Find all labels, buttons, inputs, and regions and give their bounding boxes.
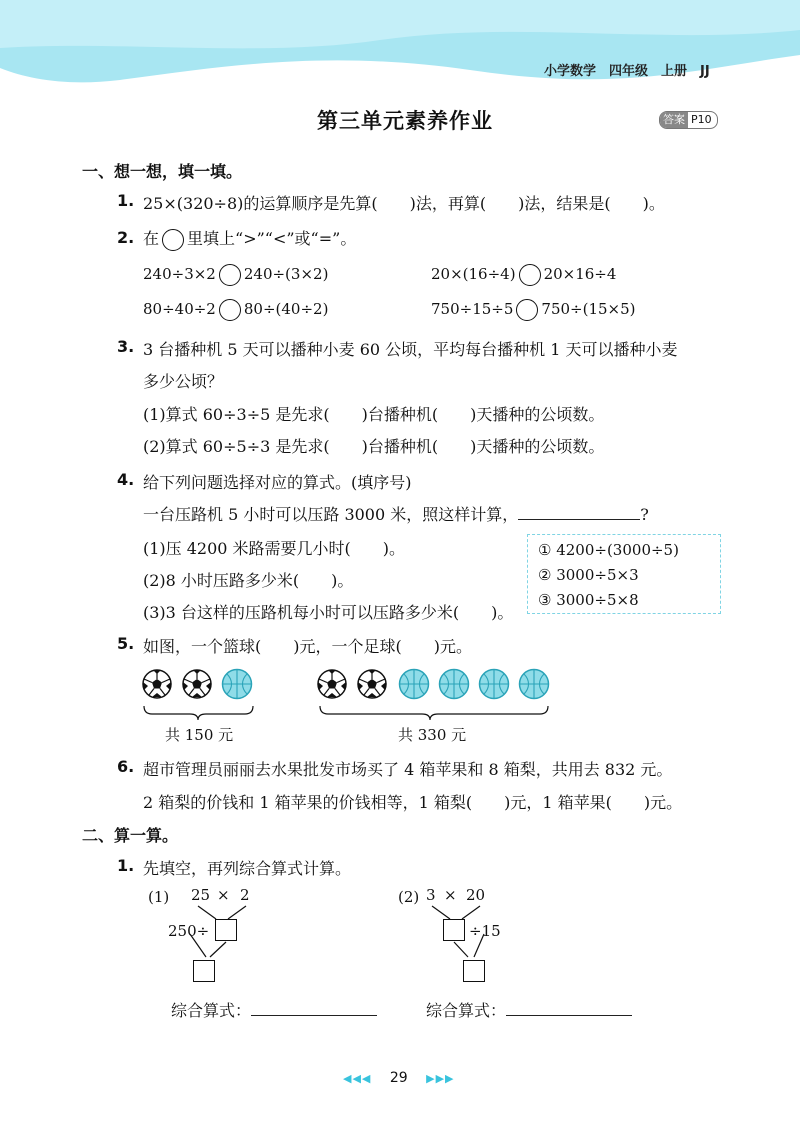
basketball-icon bbox=[400, 670, 429, 699]
part-1-operator: × bbox=[217, 886, 230, 904]
page-title: 第三单元素养作业 bbox=[317, 109, 493, 133]
q2-expr: 750÷(15×5) bbox=[541, 300, 636, 318]
part-2-box-1[interactable] bbox=[443, 919, 465, 941]
header-label: 小学数学 四年级 上册 JJ bbox=[544, 64, 710, 79]
soccer-ball-icon bbox=[183, 670, 211, 698]
q2-row-2-left bbox=[143, 299, 328, 321]
part-2-side-op: ÷15 bbox=[469, 922, 501, 940]
answer-page: P10 bbox=[691, 113, 712, 126]
part-2-box-2[interactable] bbox=[463, 960, 485, 982]
section-2-heading: 二、算一算。 bbox=[82, 826, 179, 845]
q6-line-1: 超市管理员丽丽去水果批发市场买了 4 箱苹果和 8 箱梨，共用去 832 元。 bbox=[143, 760, 673, 779]
part-2-operator: × bbox=[444, 886, 457, 904]
q4-sub-3: (3)3 台这样的压路机每小时可以压路多少米( )。 bbox=[143, 603, 514, 622]
q2-expr: 80÷40÷2 bbox=[143, 300, 216, 318]
part-2-operand-a: 3 bbox=[426, 886, 436, 904]
q4-line-1: 给下列问题选择对应的算式。(填序号) bbox=[143, 473, 412, 492]
part-1-combined-blank[interactable] bbox=[251, 1015, 377, 1016]
q2-row-2-right bbox=[431, 299, 636, 321]
part-1-operand-b: 2 bbox=[240, 886, 250, 904]
q4-line-2-text: 一台压路机 5 小时可以压路 3000 米，照这样计算， bbox=[143, 505, 519, 524]
prev-arrows-icon: ◀◀◀ bbox=[343, 1072, 372, 1085]
part-1-combined-label bbox=[171, 998, 377, 1021]
q3-line-2: 多少公顷？ bbox=[143, 372, 224, 391]
q4-sub-1: (1)压 4200 米路需要几小时( )。 bbox=[143, 539, 406, 558]
q2-expr: 80÷(40÷2) bbox=[243, 300, 329, 318]
part-2-label: (2) bbox=[398, 888, 420, 906]
q4-option-2: ② 3000÷5×3 bbox=[538, 566, 639, 584]
page-number: 29 bbox=[389, 1070, 408, 1086]
q1-text: 25×(320÷8)的运算顺序是先算( )法，再算( )法，结果是( )。 bbox=[143, 194, 665, 213]
group-1-brace bbox=[144, 706, 253, 720]
q2-text-a: 在 bbox=[143, 229, 160, 248]
basketball-icon bbox=[480, 670, 509, 699]
header-wave bbox=[0, 0, 800, 100]
combined-label-text: 综合算式： bbox=[171, 1001, 252, 1020]
q4-sub-2: (2)8 小时压路多少米( )。 bbox=[143, 571, 354, 590]
q4-line-2 bbox=[143, 502, 649, 525]
q6-line-2: 2 箱梨的价钱和 1 箱苹果的价钱相等，1 箱梨( )元，1 箱苹果( )元。 bbox=[143, 793, 683, 812]
q2-expr: 240÷3×2 bbox=[143, 265, 216, 283]
answer-label: 答案 bbox=[660, 112, 688, 128]
group-2-total: 共 330 元 bbox=[398, 726, 467, 744]
part-1-side-op: 250÷ bbox=[168, 922, 210, 940]
compare-circle-icon bbox=[162, 229, 184, 251]
q2-text-b: 里填上“>”“<”或“=”。 bbox=[187, 229, 357, 248]
answer-circle[interactable] bbox=[219, 299, 241, 321]
answer-circle[interactable] bbox=[519, 264, 541, 286]
q4-answer-blank[interactable] bbox=[518, 519, 640, 520]
part-2-combined-blank[interactable] bbox=[506, 1015, 632, 1016]
q4-option-1: ① 4200÷(3000÷5) bbox=[538, 541, 679, 559]
q2-text bbox=[143, 226, 356, 251]
q2-row-1-right bbox=[431, 264, 616, 286]
q5-text: 如图，一个篮球( )元，一个足球( )元。 bbox=[143, 637, 472, 656]
q4-number: 4. bbox=[117, 470, 135, 489]
part-2-combined-label bbox=[426, 998, 632, 1021]
next-arrows-icon: ▶▶▶ bbox=[426, 1072, 455, 1085]
part-1-box-2[interactable] bbox=[193, 960, 215, 982]
soccer-ball-icon bbox=[143, 670, 171, 698]
combined-label-text: 综合算式： bbox=[426, 1001, 507, 1020]
q3-line-1: 3 台播种机 5 天可以播种小麦 60 公顷，平均每台播种机 1 天可以播种小麦 bbox=[143, 340, 678, 359]
s2-q1-text: 先填空，再列综合算式计算。 bbox=[143, 859, 352, 878]
q3-number: 3. bbox=[117, 337, 135, 356]
q1-number: 1. bbox=[117, 191, 135, 210]
soccer-ball-icon bbox=[358, 670, 386, 698]
page-footer bbox=[343, 1070, 455, 1086]
answer-reference bbox=[659, 111, 718, 129]
section-1-heading: 一、想一想，填一填。 bbox=[82, 162, 243, 181]
part-1-operand-a: 25 bbox=[191, 886, 211, 904]
q2-expr: 240÷(3×2) bbox=[243, 265, 329, 283]
answer-circle[interactable] bbox=[219, 264, 241, 286]
q5-number: 5. bbox=[117, 634, 135, 653]
part-1-box-1[interactable] bbox=[215, 919, 237, 941]
q2-row-1-left bbox=[143, 264, 328, 286]
part-2-operand-b: 20 bbox=[466, 886, 486, 904]
q4-question-mark: ? bbox=[640, 505, 649, 524]
basketball-icon bbox=[520, 670, 549, 699]
q2-expr: 750÷15÷5 bbox=[431, 300, 514, 318]
group-2-brace bbox=[320, 706, 548, 720]
basketball-icon bbox=[223, 670, 252, 699]
basketball-icon bbox=[440, 670, 469, 699]
s2-q1-number: 1. bbox=[117, 856, 135, 875]
group-1-total: 共 150 元 bbox=[165, 726, 234, 744]
answer-circle[interactable] bbox=[516, 299, 538, 321]
q4-option-3: ③ 3000÷5×8 bbox=[538, 591, 639, 609]
soccer-ball-icon bbox=[318, 670, 346, 698]
q6-number: 6. bbox=[117, 757, 135, 776]
q2-expr: 20×16÷4 bbox=[543, 265, 617, 283]
q3-sub-1: (1)算式 60÷3÷5 是先求( )台播种机( )天播种的公顷数。 bbox=[143, 405, 605, 424]
q3-sub-2: (2)算式 60÷5÷3 是先求( )台播种机( )天播种的公顷数。 bbox=[143, 437, 605, 456]
part-1-label: (1) bbox=[148, 888, 170, 906]
q2-expr: 20×(16÷4) bbox=[431, 265, 516, 283]
q2-number: 2. bbox=[117, 228, 135, 247]
